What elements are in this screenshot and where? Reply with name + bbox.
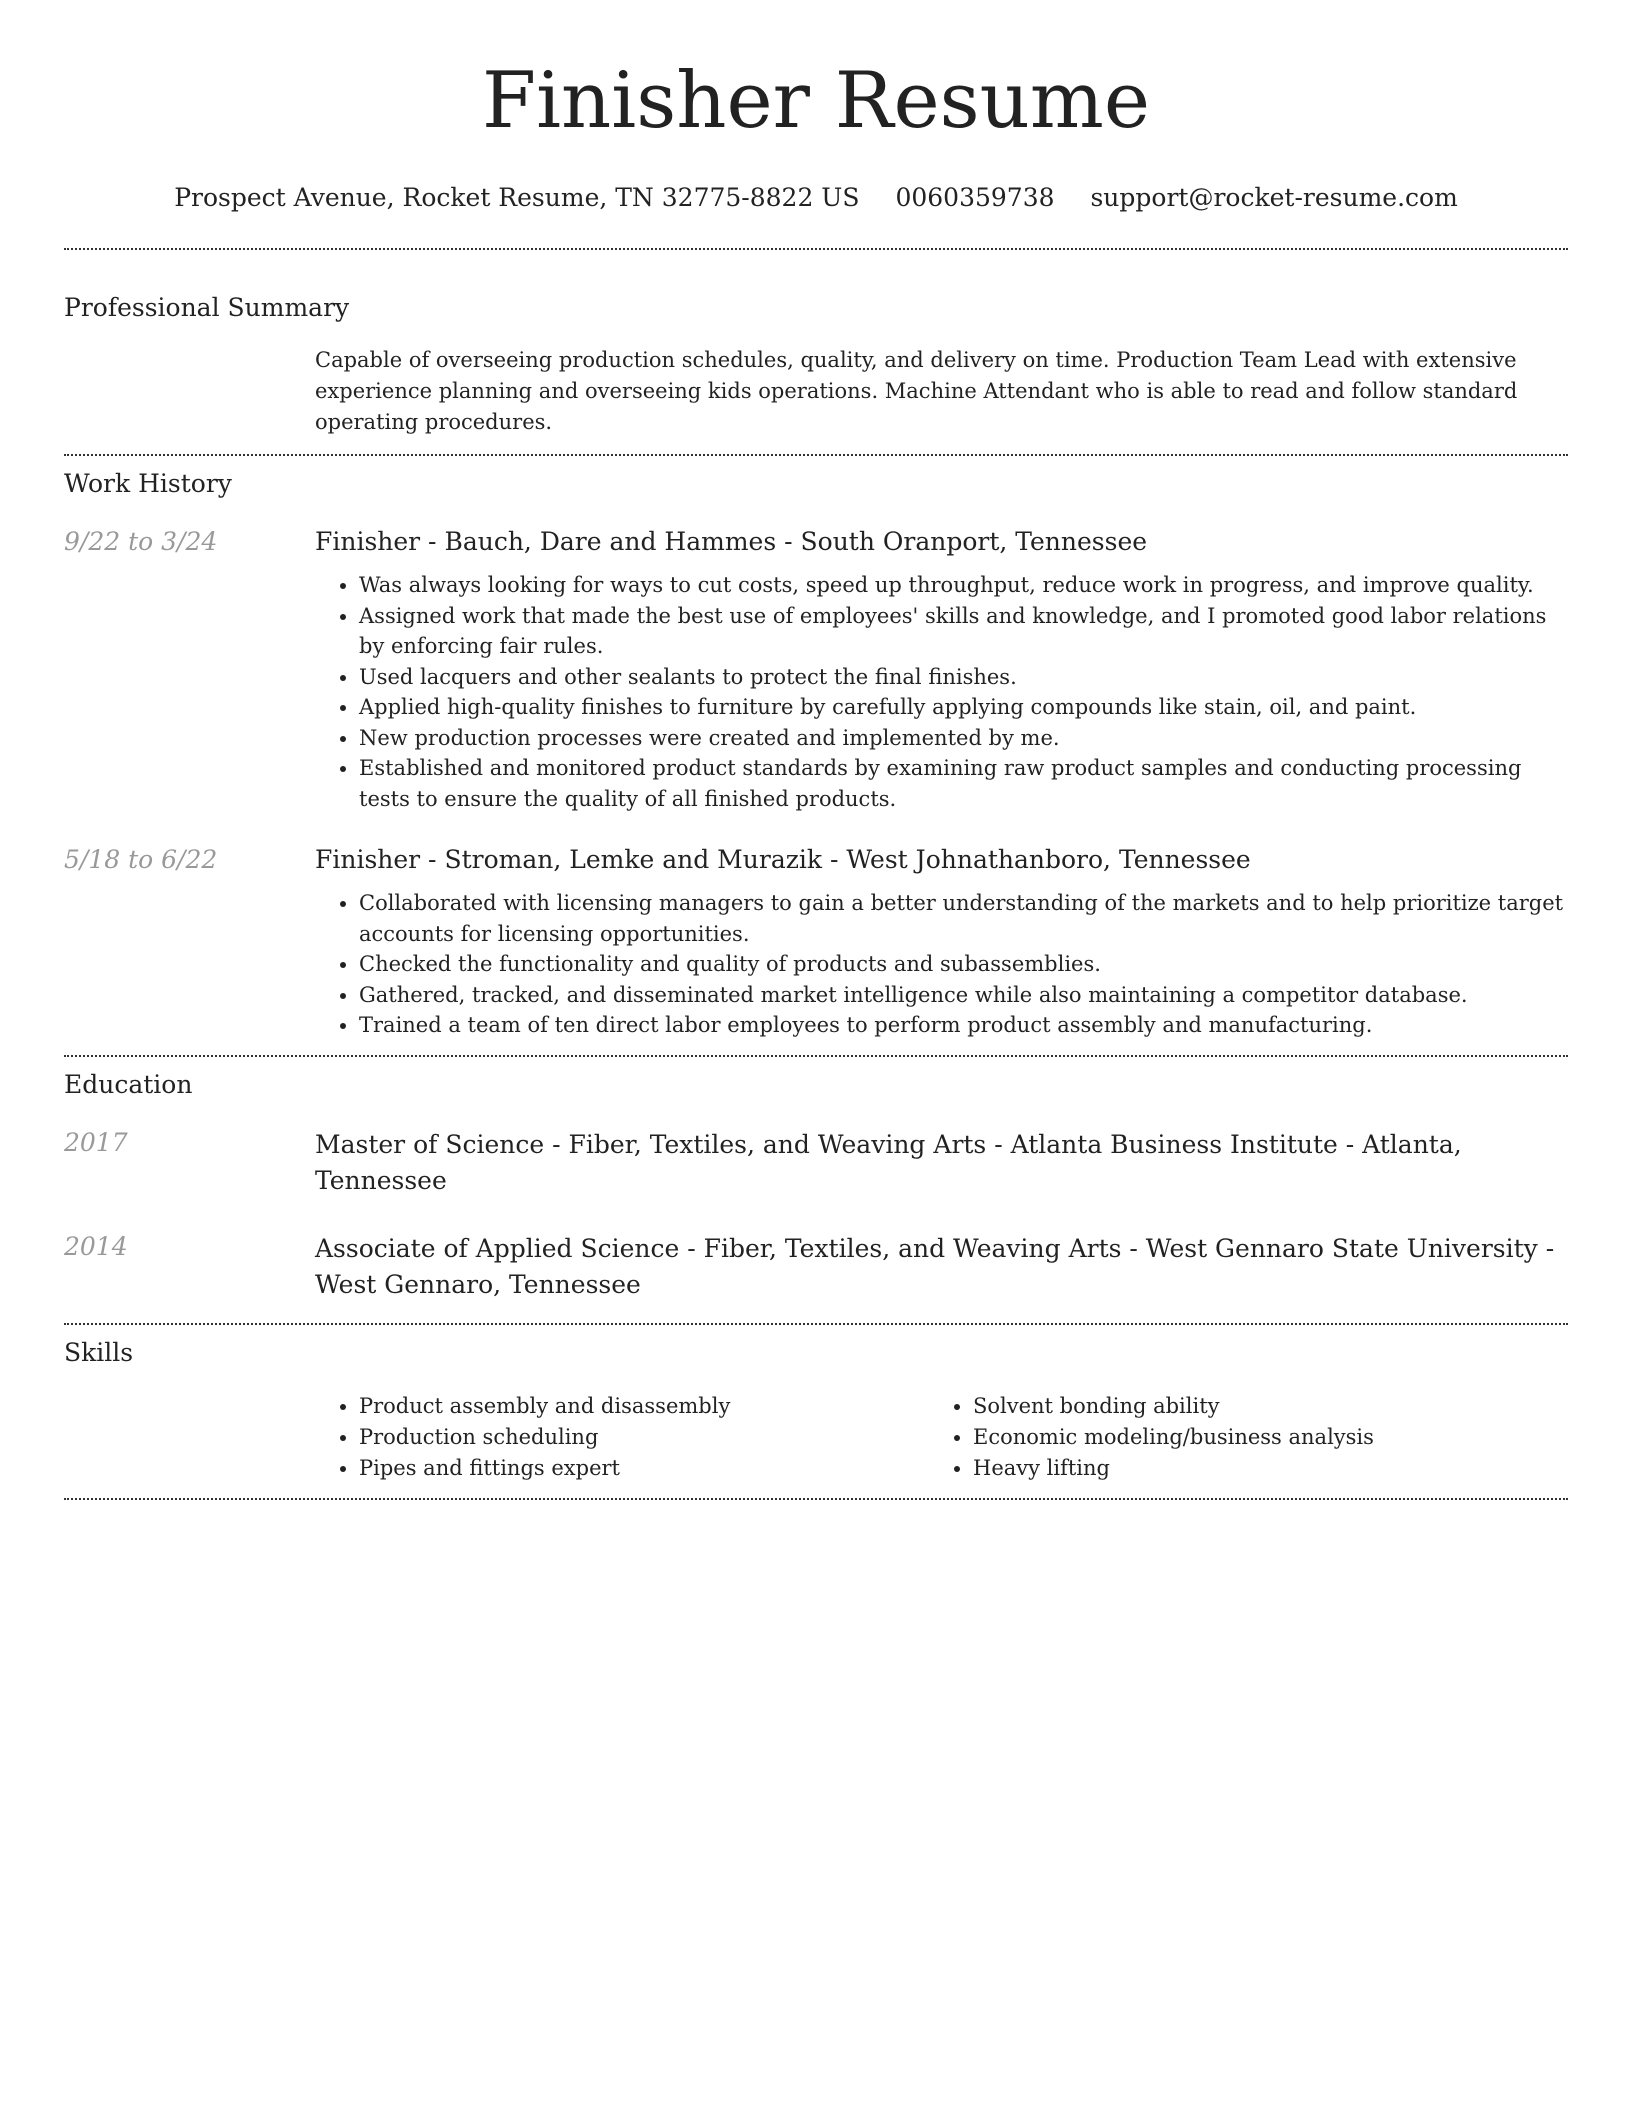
skill-item: • Pipes and fittings expert [359, 1453, 929, 1484]
job-bullets [315, 888, 1568, 1041]
job-dates: 9/22 to 3/24 [64, 527, 218, 556]
education-title: Associate of Applied Science - Fiber, Textiles, and Weaving Arts - West Gennaro State University - West Gennaro, Tennessee [315, 1233, 1555, 1299]
education-year: 2014 [64, 1231, 128, 1261]
summary-heading: Professional Summary [64, 293, 350, 322]
job-bullet: • Assigned work that made the best use of employees' skills and knowledge, and I promoted good labor relations by enforcing fair rules. [359, 601, 1568, 662]
skills-columns [315, 1391, 1568, 1484]
contact-line [64, 182, 1568, 214]
job-body [315, 844, 1568, 1041]
job-bullet: • Collaborated with licensing managers to gain a better understanding of the markets and to help prioritize target accounts for licensing opportunities. [359, 888, 1568, 949]
resume-title: Finisher Resume [481, 56, 1151, 146]
job-bullet: • Gathered, tracked, and disseminated market intelligence while also maintaining a competitor database. [359, 980, 1568, 1011]
skill-item: • Solvent bonding ability [973, 1391, 1543, 1422]
job-bullets [315, 570, 1568, 814]
job-entry [64, 844, 1568, 1041]
skill-item: • Production scheduling [359, 1422, 929, 1453]
education-year: 2017 [64, 1127, 128, 1157]
divider [64, 1055, 1568, 1057]
education-heading: Education [64, 1069, 193, 1099]
summary-spacer [64, 324, 315, 454]
job-bullet: • Used lacquers and other sealants to protect the final finishes. [359, 662, 1568, 693]
job-bullet: • Trained a team of ten direct labor employees to perform product assembly and manufacturing. [359, 1010, 1568, 1041]
job-title: Finisher - Bauch, Dare and Hammes - South Oranport, Tennessee [315, 527, 1148, 556]
job-bullet: • Checked the functionality and quality of products and subassemblies. [359, 949, 1568, 980]
skills-spacer [64, 1391, 315, 1484]
education-entry [64, 1231, 1568, 1303]
skills-heading: Skills [64, 1337, 134, 1367]
skills-row [64, 1391, 1568, 1484]
education-entry [64, 1127, 1568, 1199]
job-entry [64, 526, 1568, 814]
job-body [315, 526, 1568, 814]
skills-list-left [315, 1391, 929, 1484]
summary-text: Capable of overseeing production schedules, quality, and delivery on time. Production Team Lead with extensive experience planning and overseeing kids operations. Machine Attendant who is able to read and follow standard operating procedures. [315, 348, 1518, 434]
job-title: Finisher - Stroman, Lemke and Murazik - West Johnathanboro, Tennessee [315, 845, 1251, 874]
skills-list-right [929, 1391, 1543, 1484]
contact-email: support@rocket-resume.com [1090, 183, 1458, 212]
job-bullet: • Established and monitored product standards by examining raw product samples and conducting processing tests to ensure the quality of all finished products. [359, 753, 1568, 814]
resume-page [64, 0, 1568, 1500]
job-bullet: • Applied high-quality finishes to furniture by carefully applying compounds like stain, oil, and paint. [359, 692, 1568, 723]
divider [64, 1323, 1568, 1325]
job-bullet: • Was always looking for ways to cut costs, speed up throughput, reduce work in progress, and improve quality. [359, 570, 1568, 601]
divider [64, 248, 1568, 250]
divider [64, 454, 1568, 456]
contact-address: Prospect Avenue, Rocket Resume, TN 32775-8822 US [174, 183, 860, 212]
summary-row [64, 324, 1568, 454]
skill-item: • Product assembly and disassembly [359, 1391, 929, 1422]
skill-item: • Heavy lifting [973, 1453, 1543, 1484]
contact-phone: 0060359738 [895, 183, 1055, 212]
skill-item: • Economic modeling/business analysis [973, 1422, 1543, 1453]
education-title: Master of Science - Fiber, Textiles, and Weaving Arts - Atlanta Business Institute - Atlanta, Tennessee [315, 1129, 1462, 1195]
job-dates: 5/18 to 6/22 [64, 845, 218, 874]
job-bullet: • New production processes were created and implemented by me. [359, 723, 1568, 754]
work-history-heading: Work History [64, 469, 232, 498]
divider [64, 1498, 1568, 1500]
